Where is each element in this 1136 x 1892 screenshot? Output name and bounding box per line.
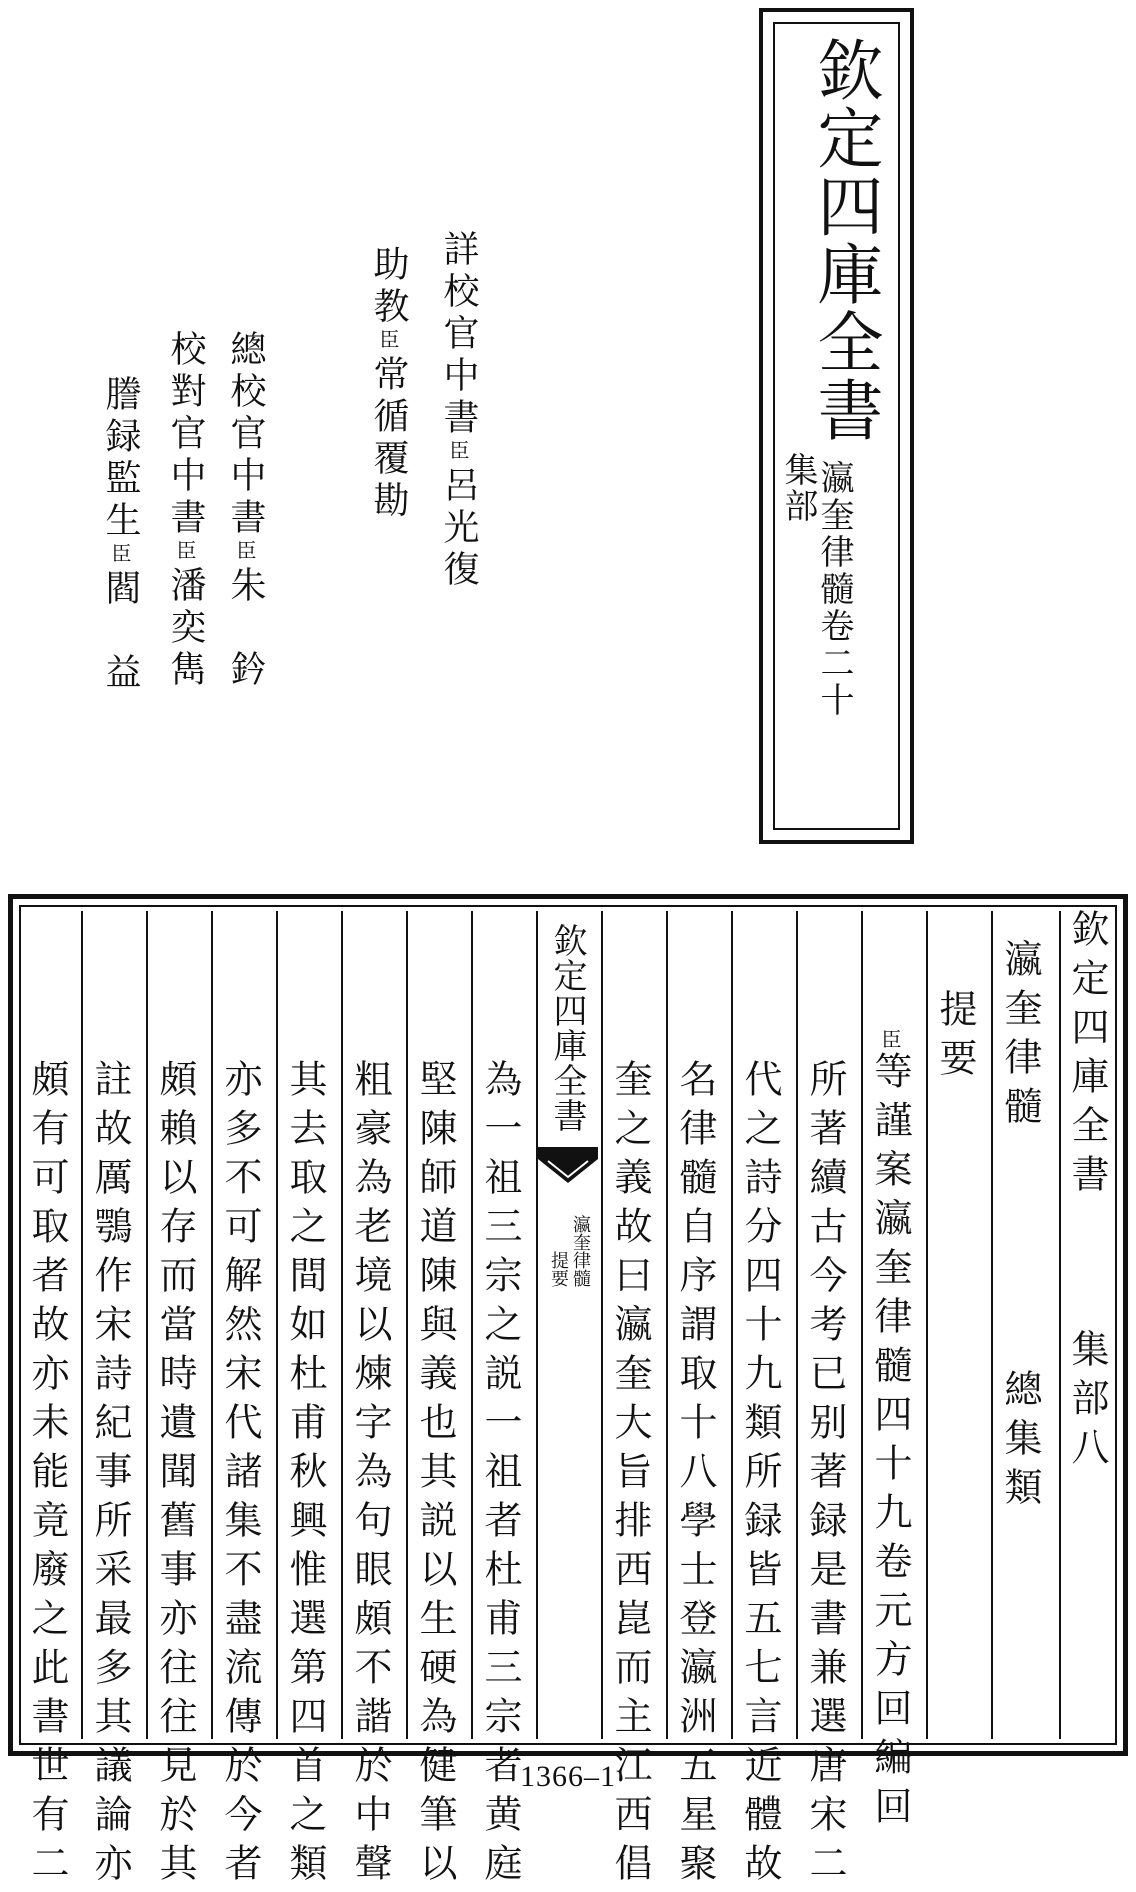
header-section: 集部八 <box>1065 1329 1109 1476</box>
credit-assistant: 助教臣常循覆勘 <box>368 245 409 523</box>
body-column-3: 代之詩分四十九類所録皆五七言近體故 <box>738 1059 782 1892</box>
cover-title: 欽定四庫全書 <box>806 36 883 444</box>
page-number: 1366–1 <box>520 1760 616 1793</box>
body-column-11: 頗賴以存而當時遺聞舊事亦往往見於其 <box>153 1059 197 1892</box>
header-title: 欽定四庫全書 <box>1065 909 1109 1203</box>
cover-section: 集部 <box>778 452 818 524</box>
category: 總集類 <box>998 1369 1042 1516</box>
strip-title: 欽定四庫全書 <box>547 923 587 1133</box>
body-column-10: 亦多不可解然宋代諸集不盡流傳於今者 <box>218 1059 262 1892</box>
credit-collator: 校對官中書臣潘奕雋 <box>165 330 206 692</box>
cover-volume: 瀛奎律髓卷二十 <box>814 460 854 719</box>
book-title: 瀛奎律髓 <box>998 939 1042 1135</box>
body-column-5: 奎之義故曰瀛奎大旨排西崑而主江西倡 <box>608 1059 652 1892</box>
body-column-13: 頗有可取者故亦未能竟廢之此書世有二 <box>25 1059 69 1892</box>
center-strip <box>538 915 598 1741</box>
credit-chief-proofreader: 總校官中書臣朱 鈐 <box>225 330 266 692</box>
strip-book: 瀛奎律髓 <box>570 1215 591 1287</box>
body-column-1: 臣等謹案瀛奎律髓四十九卷元方回編回 <box>868 1029 912 1835</box>
body-column-12: 註故厲鶚作宋詩紀事所采最多其議論亦 <box>88 1059 132 1892</box>
section-heading: 提要 <box>933 989 977 1087</box>
strip-section: 提要 <box>548 1251 569 1287</box>
fishtail-mark <box>538 1147 598 1187</box>
body-column-7: 堅陳師道陳與義也其説以生硬為健筆以 <box>413 1059 457 1892</box>
body-column-9: 其去取之間如杜甫秋興惟選第四首之類 <box>283 1059 327 1892</box>
cover-label-box <box>759 8 914 844</box>
body-column-4: 名律髓自序謂取十八學士登瀛洲五星聚 <box>673 1059 717 1892</box>
body-column-6: 為一祖三宗之説一祖者杜甫三宗者黄庭 <box>478 1059 522 1892</box>
body-column-2: 所著續古今考已别著録是書兼選唐宋二 <box>803 1059 847 1892</box>
credit-proofreader: 詳校官中書臣呂光復 <box>438 230 479 592</box>
credit-copyist: 謄録監生臣閻 益 <box>100 375 141 695</box>
body-column-8: 粗豪為老境以煉字為句眼頗不諧於中聲 <box>348 1059 392 1892</box>
